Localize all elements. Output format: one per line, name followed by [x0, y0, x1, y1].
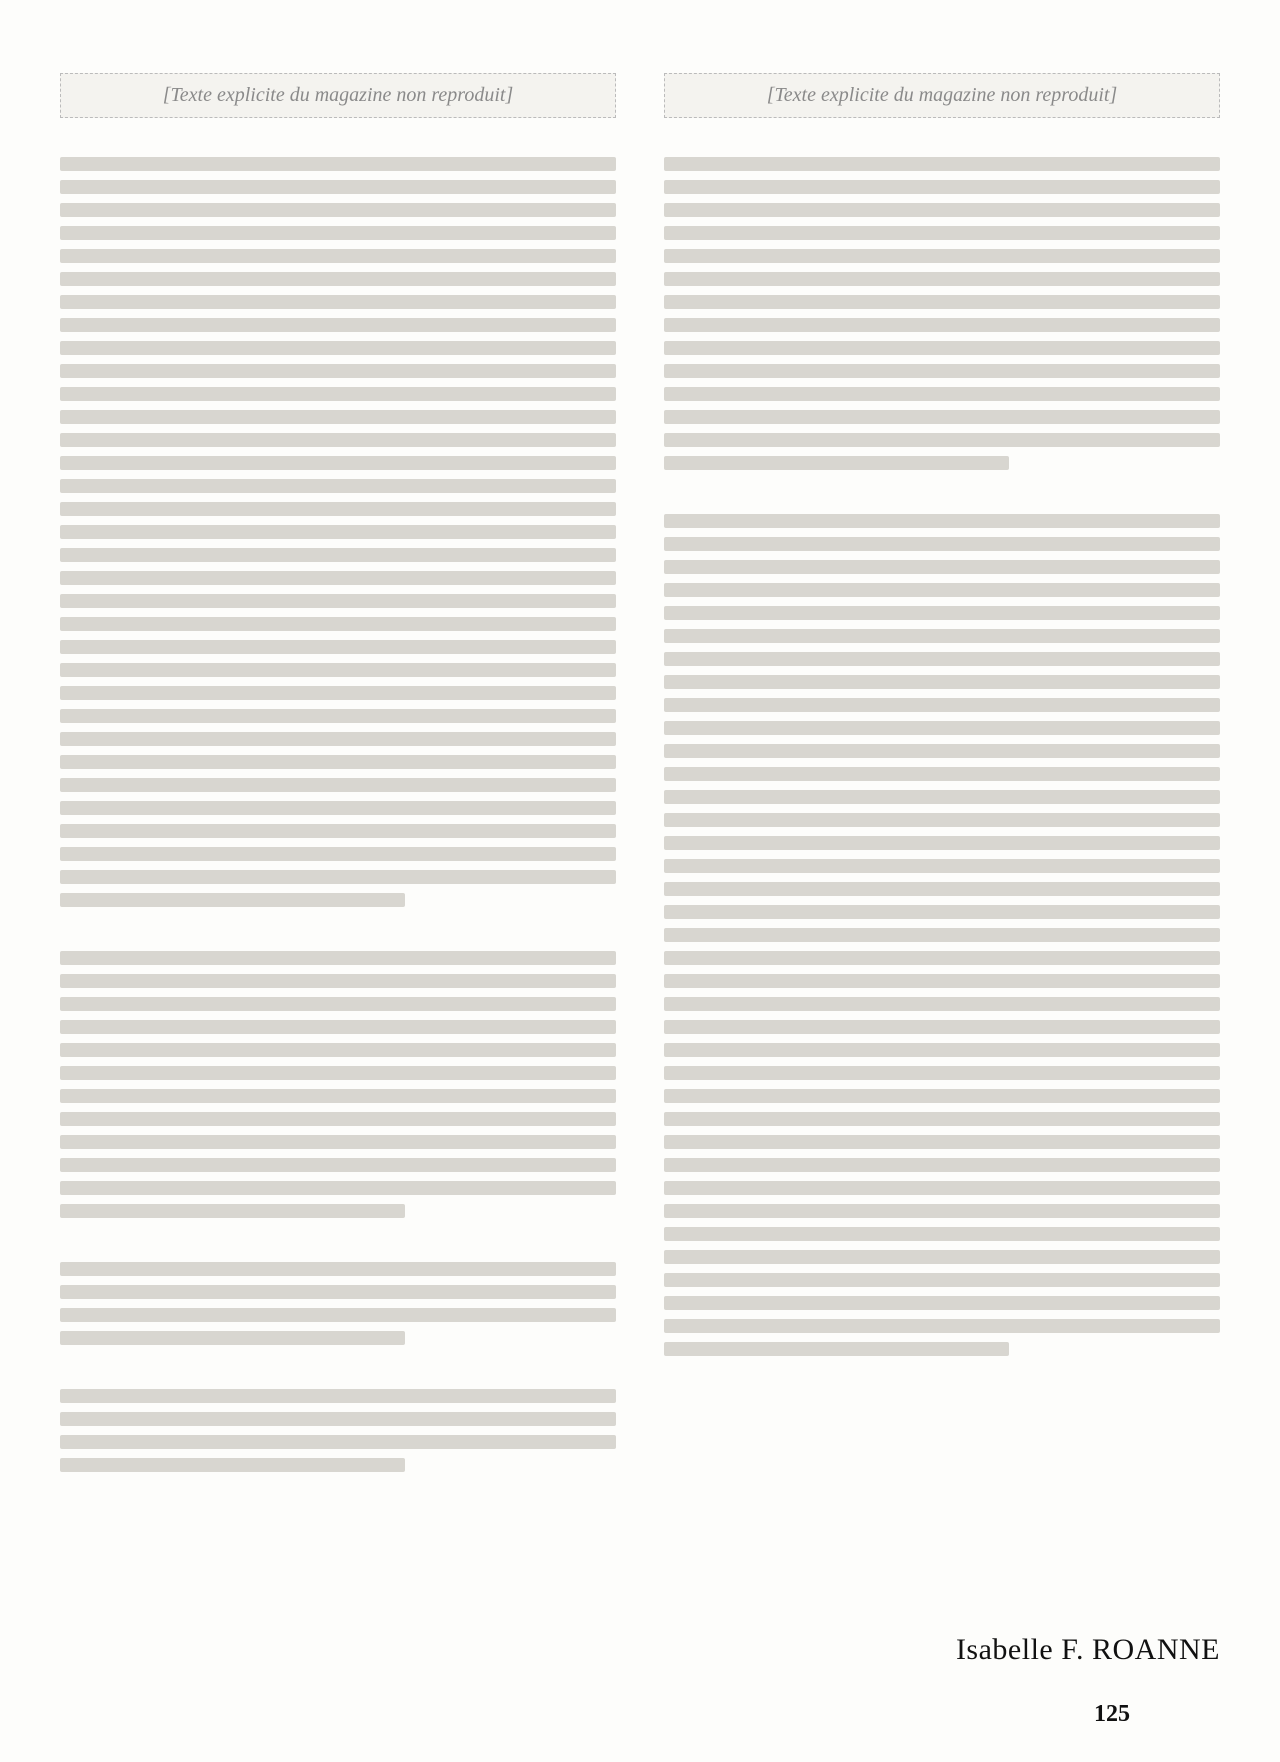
redacted-text-line	[664, 882, 1220, 896]
redacted-text-line	[664, 560, 1220, 574]
redacted-text-line	[664, 813, 1220, 827]
redacted-text-line	[664, 514, 1220, 528]
redacted-text-line	[664, 1204, 1220, 1218]
redacted-text-line	[60, 801, 616, 815]
redacted-text-line	[60, 1262, 616, 1276]
redacted-text-line	[60, 594, 616, 608]
redacted-text-line	[60, 870, 616, 884]
redacted-text-line	[60, 778, 616, 792]
redacted-paragraph	[664, 148, 1220, 479]
redacted-text-line	[60, 1181, 616, 1195]
redacted-text-line	[60, 571, 616, 585]
redacted-text-line	[664, 226, 1220, 240]
redacted-text-line	[664, 928, 1220, 942]
redacted-text-line	[664, 272, 1220, 286]
redacted-text-line	[60, 755, 616, 769]
redacted-text-line	[664, 341, 1220, 355]
two-column-text-block	[60, 55, 1220, 1615]
redacted-text-line	[60, 1412, 616, 1426]
redacted-text-line	[664, 744, 1220, 758]
redacted-text-line	[60, 617, 616, 631]
redacted-text-line	[60, 1158, 616, 1172]
redacted-text-line	[664, 157, 1220, 171]
redacted-text-line	[664, 675, 1220, 689]
redacted-text-line	[664, 1227, 1220, 1241]
redacted-text-line	[664, 1112, 1220, 1126]
redacted-text-line	[60, 1089, 616, 1103]
redacted-text-line	[60, 502, 616, 516]
redacted-text-line	[664, 859, 1220, 873]
redacted-text-line	[60, 1435, 616, 1449]
redacted-text-line	[60, 226, 616, 240]
redacted-text-line	[664, 1020, 1220, 1034]
redacted-text-line	[664, 1342, 1009, 1356]
redacted-text-line	[664, 721, 1220, 735]
redacted-text-line	[60, 456, 616, 470]
redacted-text-line	[60, 410, 616, 424]
redacted-text-line	[60, 663, 616, 677]
redacted-text-line	[664, 318, 1220, 332]
redacted-text-line	[60, 1020, 616, 1034]
redacted-text-line	[60, 180, 616, 194]
redacted-text-line	[60, 548, 616, 562]
redacted-text-line	[60, 1458, 405, 1472]
redacted-paragraph	[60, 1253, 616, 1354]
redacted-text-line	[60, 640, 616, 654]
redacted-text-line	[664, 456, 1009, 470]
redacted-text-line	[664, 203, 1220, 217]
author-signature: Isabelle F. ROANNE	[955, 1633, 1220, 1666]
redacted-text-line	[60, 1331, 405, 1345]
redacted-text-line	[664, 1158, 1220, 1172]
redacted-text-line	[60, 318, 616, 332]
redacted-paragraph	[664, 505, 1220, 1365]
redacted-text-line	[60, 847, 616, 861]
redacted-text-line	[60, 1285, 616, 1299]
redacted-text-line	[60, 157, 616, 171]
redacted-text-line	[664, 951, 1220, 965]
redacted-text-line	[664, 629, 1220, 643]
redacted-text-line	[60, 974, 616, 988]
redacted-text-line	[664, 698, 1220, 712]
redacted-text-line	[664, 790, 1220, 804]
redacted-text-line	[60, 341, 616, 355]
redacted-text-line	[60, 686, 616, 700]
left-column	[60, 55, 616, 1615]
redacted-text-line	[664, 1250, 1220, 1264]
redacted-paragraph	[60, 1380, 616, 1481]
redacted-text-line	[60, 1066, 616, 1080]
redacted-text-line	[664, 836, 1220, 850]
page-number: 125	[1094, 1701, 1130, 1727]
redacted-text-line	[664, 583, 1220, 597]
redacted-text-line	[60, 1043, 616, 1057]
redacted-text-line	[664, 1135, 1220, 1149]
redacted-text-line	[60, 272, 616, 286]
redacted-text-line	[664, 295, 1220, 309]
redacted-paragraph	[60, 148, 616, 916]
redacted-text-line	[664, 997, 1220, 1011]
redacted-text-line	[664, 652, 1220, 666]
redacted-text-line	[664, 974, 1220, 988]
redacted-paragraph	[60, 942, 616, 1227]
redacted-text-line	[664, 1273, 1220, 1287]
redacted-text-line	[60, 203, 616, 217]
redacted-text-line	[664, 537, 1220, 551]
redacted-text-line	[60, 709, 616, 723]
redacted-text-line	[60, 1135, 616, 1149]
redacted-text-line	[664, 1043, 1220, 1057]
redacted-text-line	[60, 525, 616, 539]
redacted-text-line	[664, 387, 1220, 401]
redacted-text-line	[60, 295, 616, 309]
redacted-text-line	[60, 893, 405, 907]
redacted-text-line	[60, 997, 616, 1011]
redacted-text-line	[664, 410, 1220, 424]
redaction-notice: [Texte explicite du magazine non reproduit]	[60, 73, 616, 118]
redacted-text-line	[60, 479, 616, 493]
redacted-text-line	[60, 824, 616, 838]
redacted-text-line	[664, 1066, 1220, 1080]
redacted-text-line	[60, 1389, 616, 1403]
redacted-text-line	[60, 732, 616, 746]
redacted-text-line	[60, 364, 616, 378]
redacted-text-line	[60, 951, 616, 965]
redacted-text-line	[664, 433, 1220, 447]
redacted-text-line	[60, 387, 616, 401]
redacted-text-line	[664, 606, 1220, 620]
redacted-text-line	[664, 364, 1220, 378]
redacted-text-line	[664, 905, 1220, 919]
redacted-text-line	[664, 180, 1220, 194]
redacted-text-line	[664, 1181, 1220, 1195]
redacted-text-line	[664, 249, 1220, 263]
redacted-text-line	[60, 1204, 405, 1218]
redacted-text-line	[60, 1308, 616, 1322]
redacted-text-line	[664, 767, 1220, 781]
redacted-text-line	[664, 1319, 1220, 1333]
redacted-text-line	[664, 1296, 1220, 1310]
right-column	[664, 55, 1220, 1615]
redacted-text-line	[664, 1089, 1220, 1103]
redacted-text-line	[60, 1112, 616, 1126]
redaction-notice: [Texte explicite du magazine non reproduit]	[664, 73, 1220, 118]
redacted-text-line	[60, 249, 616, 263]
redacted-text-line	[60, 433, 616, 447]
